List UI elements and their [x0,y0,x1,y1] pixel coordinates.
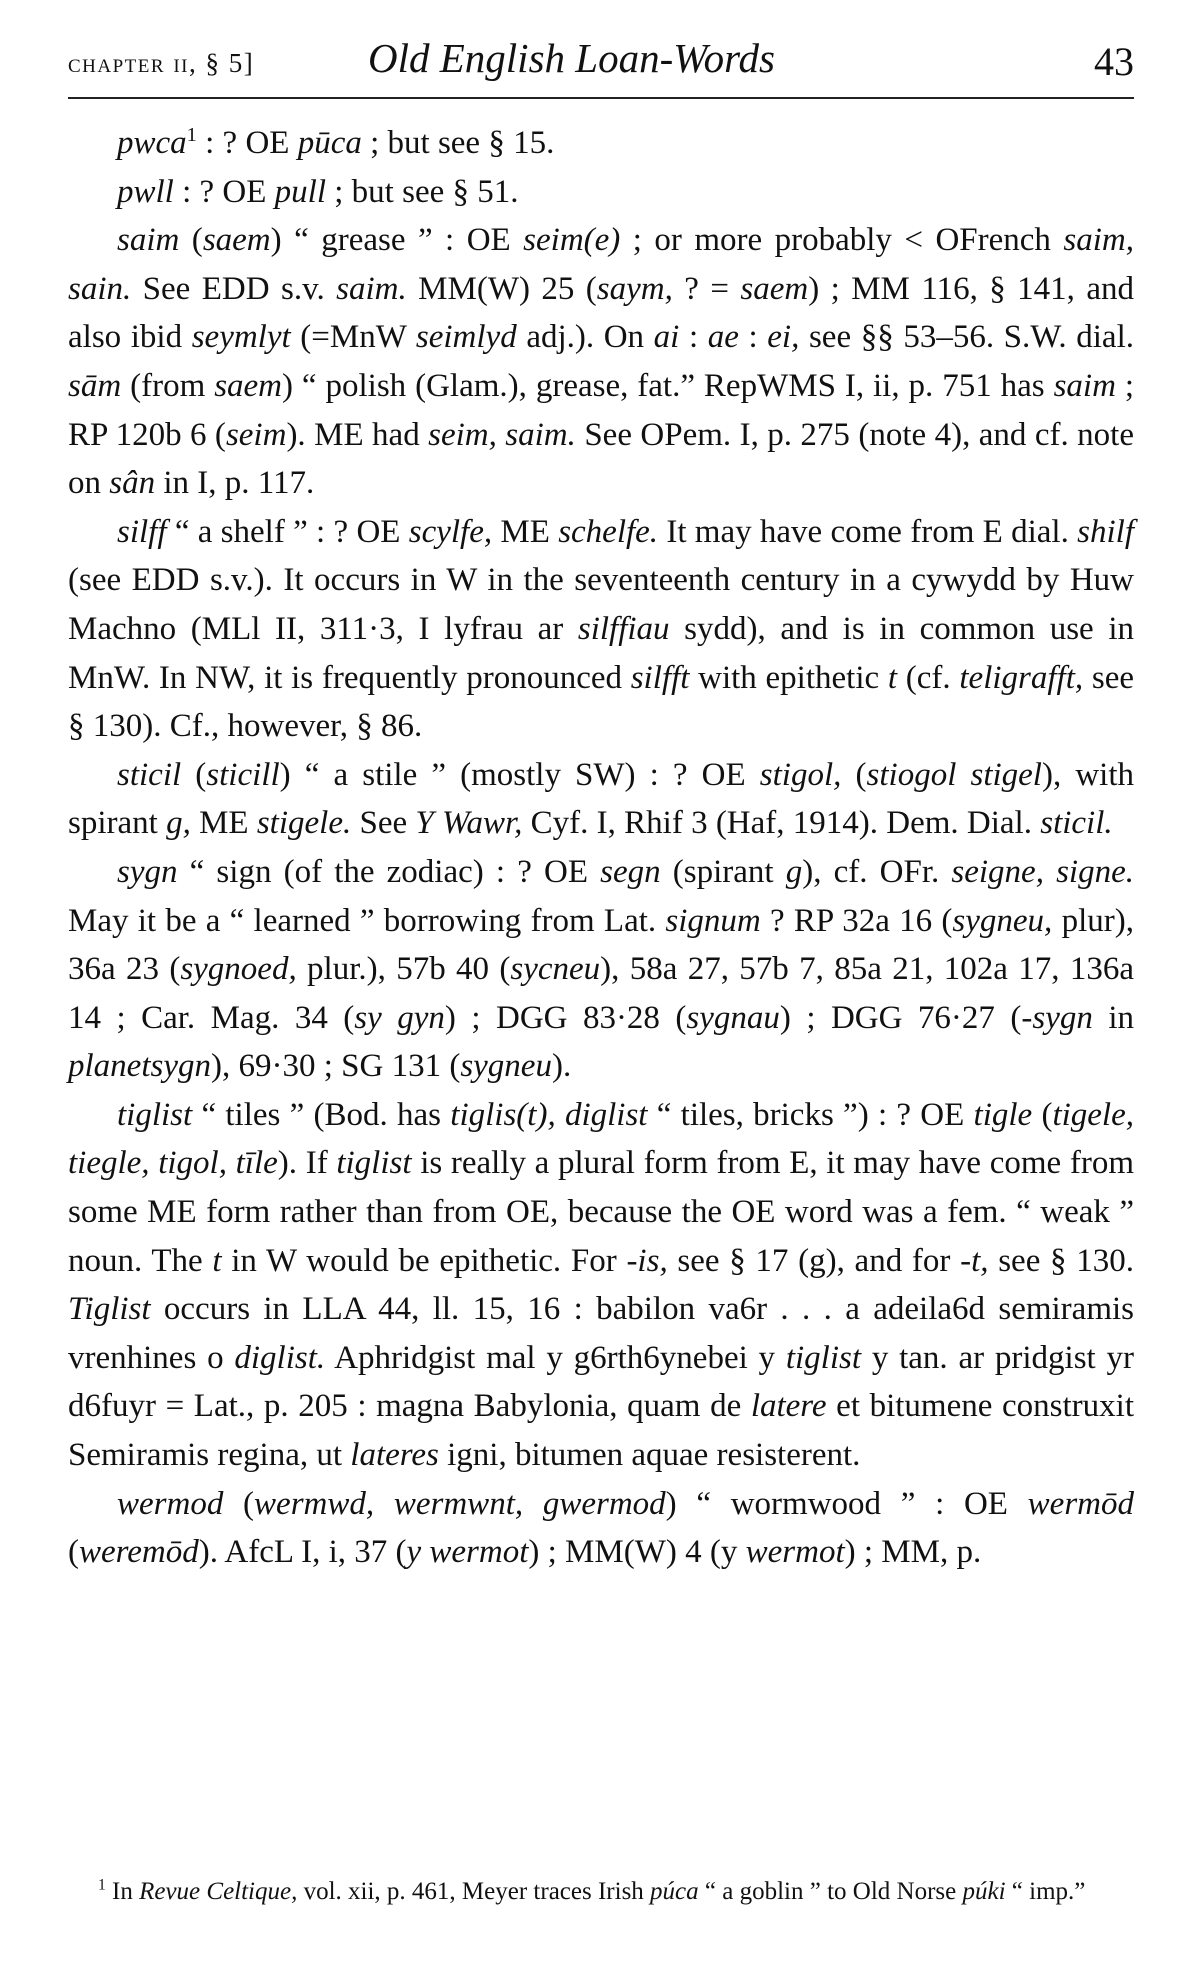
italic-term: púca [650,1878,699,1905]
text-run: ME [492,513,559,550]
italic-term: teligrafft, [959,659,1084,696]
italic-term: sygneu [460,1048,552,1085]
italic-term: diglist. [234,1339,326,1376]
text-run: ), 69·30 ; SG 131 ( [210,1048,461,1085]
italic-term: sticil [117,756,182,793]
italic-term: wermod [117,1485,224,1522]
text-run: igni, bitumen aquae resisterent. [438,1437,861,1474]
italic-term: silff [117,513,167,550]
text-run: plur.), 57b 40 ( [296,951,511,988]
italic-term: wermwd, wermwnt, gwermod [254,1485,666,1522]
italic-term: seim, saim. [428,416,576,453]
italic-term: saim. [336,270,407,307]
text-run: See EDD s.v. [131,270,337,307]
italic-term: sy gyn [354,999,445,1036]
italic-term: latere [750,1388,827,1425]
italic-term: pwca [117,125,187,161]
text-run: : ? OE [173,173,275,210]
italic-term: tiglist [336,1145,412,1182]
italic-term: t [887,659,898,696]
text-run: Aphridgist mal y g6rth6ynebei y [325,1339,786,1376]
text-run: ) “ polish (Glam.), grease, fat.” RepWMS I, ii, p. 751 has [282,367,1054,404]
text-run: ; but see § 15. [361,125,555,161]
text-run: plur), 36a 23 ( [68,902,1134,988]
text-run: ( [841,756,867,793]
text-run: (=MnW [290,319,416,356]
italic-term: sticil. [1040,805,1113,842]
italic-term: saim [1053,367,1116,404]
text-run: ME [190,805,257,842]
italic-term: sycneu [510,951,601,988]
text-run: ( [223,1485,255,1522]
text-run: ( [179,222,203,259]
italic-term: ai [653,319,680,356]
italic-term: tiglist [117,1096,193,1133]
italic-term: stigele. [256,805,352,842]
text-run: ), 58a 27, 57b 7, 85a 21, 102a 17, 136a 14 ; Car. Mag. 34 ( [68,951,1134,1036]
text-run: ; or more probably < OFrench [620,222,1064,259]
text-run: see § 17 (g), and for [667,1242,961,1279]
text-run: ) “ grease ” : OE [270,222,524,259]
italic-term: g [785,853,803,890]
italic-term: sygn [117,853,178,890]
header-rule [68,97,1134,99]
text-run: : ? OE [196,125,298,161]
text-run: “ tiles, bricks ”) : ? OE [647,1096,974,1133]
text-run: with epithetic [689,659,888,696]
italic-term: schelfe. [558,513,659,550]
footnote-marker: 1 [186,124,197,146]
text-run: ), cf. OFr. [802,853,952,890]
italic-term: sām [68,367,122,404]
text-run: MM(W) 25 ( [406,270,597,307]
text-run: et bitumene construxit Semiramis regina, ut [68,1388,1134,1474]
text-run: in I, p. 117. [155,465,315,502]
italic-term: shilf [1077,513,1134,550]
text-run: ). ME had [286,416,429,453]
italic-term: t [212,1242,222,1279]
text-run: ) ; MM, p. [844,1534,982,1571]
italic-term: weremōd [79,1534,199,1571]
italic-term: planetsygn [68,1048,211,1085]
italic-term: seigne, signe. [951,853,1134,890]
footnote-marker: 1 [98,1876,106,1894]
text-run: Cyf. I, Rhif 3 (Haf, 1914). Dem. Dial. [522,805,1041,842]
text-run: May it be a “ learned ” borrowing from Lat. [68,902,666,939]
italic-term: pwll [117,173,174,210]
italic-term: -is, [626,1242,668,1279]
entry-saim [68,216,1134,508]
text-run: ). [551,1048,572,1085]
text-run: ( [181,756,207,793]
text-run: adj.). On [516,319,654,356]
italic-term: saem [214,367,283,404]
text-run: sydd), and is in common use in MnW. In NW, it is frequently pronounced [68,610,1134,696]
text-run: ; RP 120b 6 ( [68,367,1135,453]
italic-term: -t, [960,1242,989,1279]
text-run: “ a goblin ” to Old Norse [698,1878,963,1905]
running-title: Old English Loan-Words [368,35,776,81]
chapter-reference: chapter ii, § 5] [68,48,255,78]
italic-term: tiglis(t), diglist [450,1096,648,1133]
italic-term: y wermot [406,1534,529,1571]
text-run: ) ; MM(W) 4 (y [528,1534,746,1571]
text-run: ( [1032,1096,1053,1133]
italic-term: sygnau [686,999,780,1036]
italic-term: silffiau [577,610,670,647]
italic-term: Y Wawr, [415,805,523,842]
text-run: (from [121,367,215,404]
running-header [68,32,1134,88]
text-run: ( [68,1534,79,1571]
text-run: (cf. [897,659,960,696]
italic-term: Tiglist [68,1291,151,1328]
italic-term: saym, [596,270,673,307]
italic-term: saim, sain. [68,222,1134,307]
entry-pwll [68,168,1134,217]
italic-term: ei, [767,319,800,356]
italic-term: Revue Celtique, [139,1878,298,1905]
italic-term: tiglist [785,1339,862,1376]
text-run: : [738,319,768,356]
entry-tiglist [68,1091,1134,1480]
text-run: : [679,319,708,356]
italic-term: lateres [350,1437,439,1474]
italic-term: signum [665,902,761,939]
text-run: In [105,1878,140,1905]
text-run: ) ; DGG 76·27 ( [779,999,1022,1036]
text-run: in W would be epithetic. For [221,1242,627,1279]
page-number: 43 [1094,39,1134,84]
entry-sticil [68,751,1134,848]
text-run: ), with spirant [68,756,1134,842]
italic-term: g, [166,805,191,842]
italic-term: tigele, tiegle, tigol, tīle [68,1096,1135,1182]
italic-term: segn [600,853,661,890]
entry-wermod [68,1480,1134,1577]
text-run: (spirant [660,853,786,890]
italic-term: seymlyt [191,319,291,356]
text-run: ? = [672,270,741,307]
entry-pwca [68,119,1134,168]
text-run: see §§ 53–56. S.W. dial. [799,319,1134,356]
italic-term: tigle [973,1096,1033,1133]
italic-term: wermōd [1027,1485,1135,1522]
text-run: y tan. ar pridgist yr d6fuyr = Lat., p. 205 : magna Babylonia, quam de [68,1339,1135,1425]
text-run: in [1092,999,1134,1036]
italic-term: wermot [745,1534,845,1571]
italic-term: seim(e) [523,222,621,259]
text-run: See [351,805,416,842]
text-run: See OPem. I, p. 275 (note 4), and cf. note on [68,416,1134,502]
entry-sygn [68,848,1134,1091]
text-run: see § 130. [988,1242,1135,1279]
text-run: It may have come from E dial. [658,513,1078,550]
italic-term: sygneu, [952,902,1053,939]
italic-term: saem [740,270,809,307]
italic-term: pull [274,173,327,210]
text-run: ) ; MM 116, § 141, and also ibid [68,270,1135,356]
italic-term: silfft [630,659,690,696]
text-run: “ sign (of the zodiac) : ? OE [177,853,601,890]
italic-term: saim [117,222,180,259]
footnote-1 [68,1875,1134,1909]
italic-term: púki [962,1878,1006,1905]
text-run: occurs in LLA 44, ll. 15, 16 : babilon va6r . . . a adeila6d semiramis vrenhines o [68,1291,1134,1376]
italic-term: seimlyd [415,319,517,356]
italic-term: seim [225,416,287,453]
text-run: ) “ wormwood ” : OE [665,1485,1028,1522]
italic-term: sticill [206,756,280,793]
text-run: ). If [277,1145,337,1182]
text-run: vol. xii, p. 461, Meyer traces Irish [297,1878,651,1905]
text-run: ) “ a stile ” (mostly SW) : ? OE [279,756,760,793]
footnotes [68,1875,1134,1909]
text-run: “ imp.” [1005,1878,1086,1905]
text-run: see § 130). Cf., however, § 86. [68,659,1134,745]
text-run: (see EDD s.v.). It occurs in W in the seventeenth century in a cywydd by Huw Machno (MLl II, 311·3, I lyfrau ar [68,562,1134,647]
italic-term: sygnoed, [180,951,297,988]
italic-term: saem [202,222,271,259]
italic-term: stigol, [759,756,842,793]
text-run: “ tiles ” (Bod. has [192,1096,451,1133]
italic-term: ae [707,319,739,356]
italic-term: pūca [297,125,362,161]
text-run: ; but see § 51. [326,173,519,210]
entry-silff [68,508,1134,751]
text-run: ). AfcL I, i, 37 ( [198,1534,407,1571]
body-text [68,119,1134,1577]
text-run: ) ; DGG 83·28 ( [444,999,687,1036]
text-run: ? RP 32a 16 ( [760,902,953,939]
text-run: “ a shelf ” : ? OE [166,513,409,550]
text-run: is really a plural form from E, it may have come from some ME form rather than from OE, because the OE word was a fem. “ weak ” noun. The [68,1145,1134,1279]
italic-term: scylfe, [408,513,493,550]
italic-term: sân [109,465,156,502]
italic-term: stiogol stigel [866,756,1042,793]
italic-term: -sygn [1021,999,1093,1036]
